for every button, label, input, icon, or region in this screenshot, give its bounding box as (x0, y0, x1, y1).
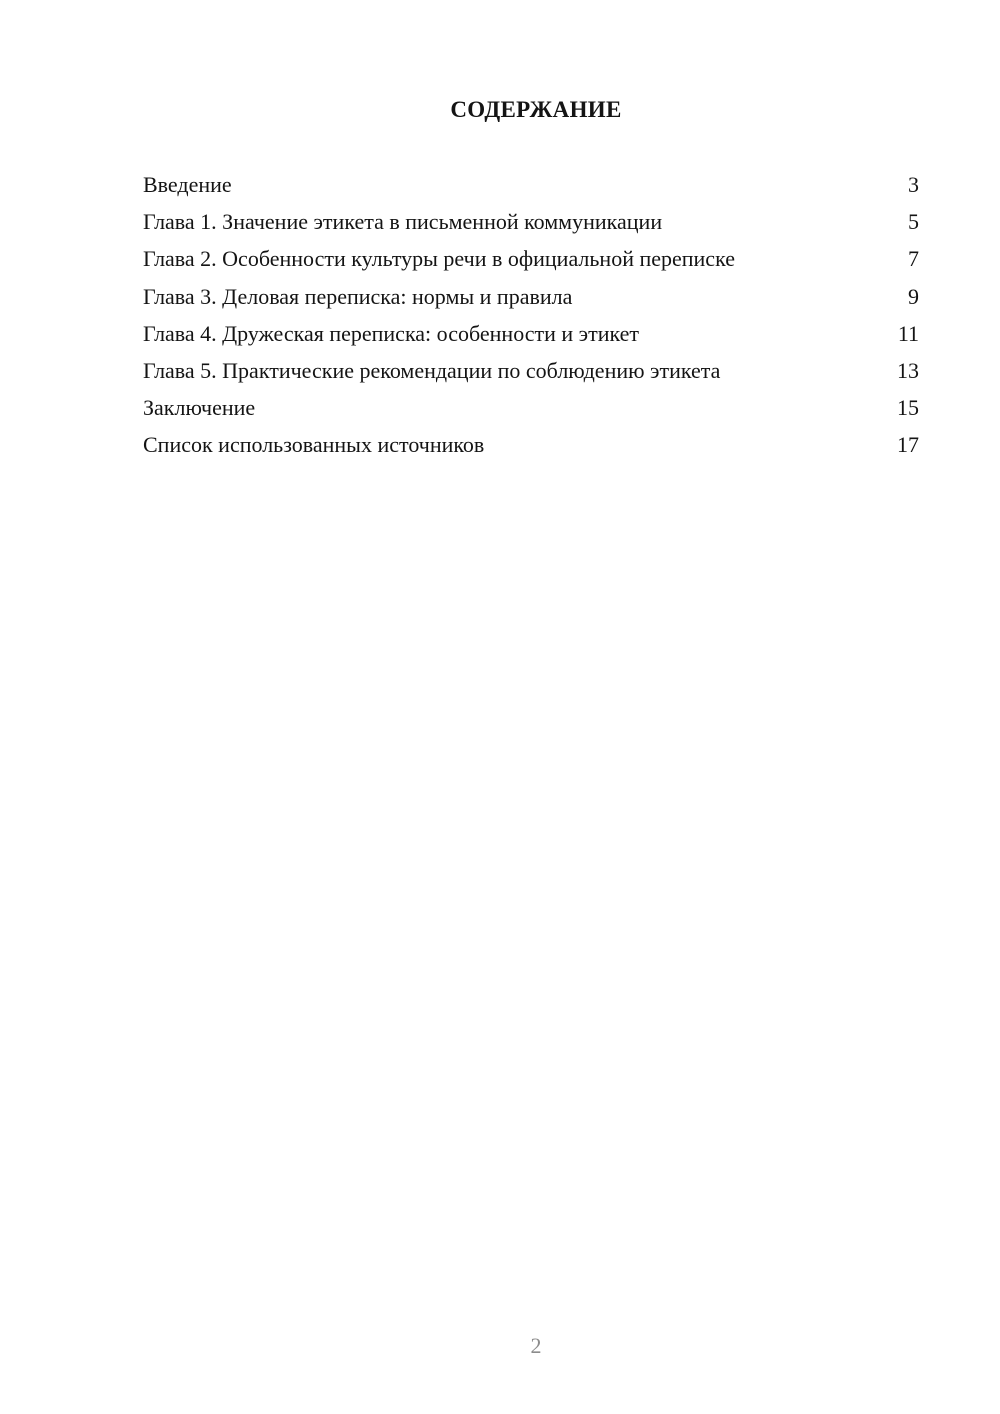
page-title: СОДЕРЖАНИЕ (450, 97, 622, 122)
toc-entry-chapter-5 (143, 356, 919, 393)
toc-entry-label: Глава 3. Деловая переписка: нормы и правила (143, 283, 573, 309)
toc-entry-page: 7 (908, 246, 919, 272)
toc-entry-label: Заключение (143, 395, 256, 421)
toc-entry-chapter-1 (143, 207, 919, 244)
toc-entry-references (143, 430, 919, 467)
toc-entry-page: 17 (897, 432, 919, 458)
toc-entry-chapter-2 (143, 244, 919, 281)
toc-entry-page: 9 (908, 283, 919, 309)
toc-entry-introduction (143, 170, 919, 207)
toc-entry-label: Глава 2. Особенности культуры речи в официальной переписке (143, 246, 735, 272)
toc-entry-label: Глава 5. Практические рекомендации по соблюдению этикета (143, 357, 721, 383)
toc-entry-page: 3 (908, 172, 919, 197)
toc-entry-label: Глава 1. Значение этикета в письменной коммуникации (143, 209, 663, 235)
page-number: 2 (530, 1333, 542, 1358)
toc-entry-chapter-3 (143, 282, 919, 319)
toc-entry-page: 13 (897, 357, 919, 383)
toc-entry-label: Введение (143, 172, 232, 197)
table-of-contents (143, 170, 919, 468)
toc-entry-page: 5 (908, 209, 919, 235)
toc-entry-label: Глава 4. Дружеская переписка: особенности и этикет (143, 320, 640, 346)
toc-entry-label: Список использованных источников (143, 432, 485, 458)
toc-entry-page: 11 (897, 320, 919, 346)
toc-entry-conclusion (143, 393, 919, 430)
toc-entry-page: 15 (897, 395, 919, 421)
toc-entry-chapter-4 (143, 319, 919, 356)
